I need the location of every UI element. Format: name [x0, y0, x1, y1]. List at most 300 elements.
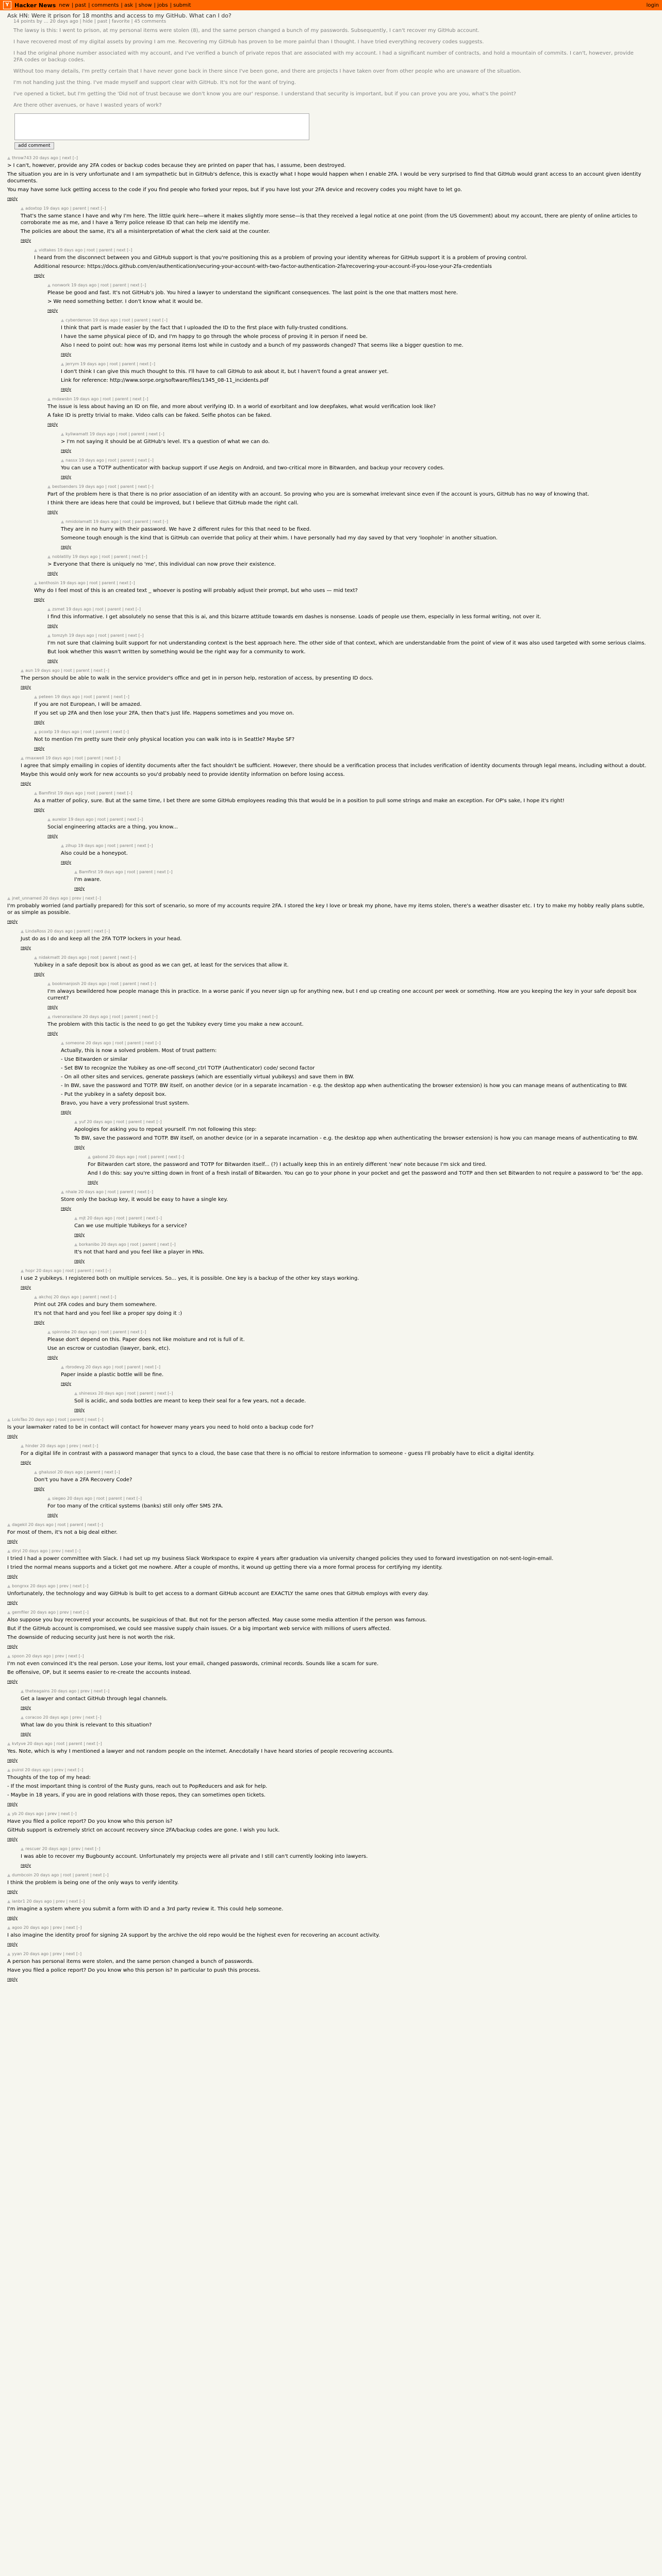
comment-paragraph: And I do this: say you're sitting down in front of a fresh install of Bitwarden. You can go to your phone in your pocket and get the password and TOTP and then set Bitwarden to not require a password to 'be' the app.	[88, 1171, 643, 1176]
comment-meta-text: noblatilly 19 days ago | root | parent | next [–]	[52, 554, 147, 559]
nav-past[interactable]: past	[75, 2, 87, 8]
comment-meta[interactable]	[34, 1294, 647, 1300]
comment-text	[7, 1617, 647, 1641]
comment-meta[interactable]	[21, 755, 647, 761]
upvote-icon[interactable]: ▲	[61, 458, 64, 463]
comment-paragraph: I also imagine the identity proof for signing 2A support by the archive the old repo would be the highest even for recovering an account activity.	[7, 1933, 380, 1938]
comment-meta[interactable]	[47, 606, 647, 613]
upvote-icon[interactable]: ▲	[47, 1330, 51, 1334]
comment	[34, 580, 647, 603]
reply-link[interactable]: reply	[47, 422, 58, 427]
comment-meta[interactable]	[7, 1583, 647, 1589]
reply-link[interactable]: reply	[7, 1916, 18, 1920]
upvote-icon[interactable]: ▲	[74, 1120, 78, 1124]
comment	[21, 1443, 647, 1466]
comment-paragraph: Why do I feel most of this is an created text _ whoever is posting will probably adjust their prompt, but who uses — mid text?	[34, 588, 358, 594]
comment-paragraph: I agree that simply emailing in copies of identity documents after the fact shouldn't be sufficient. However, there should be a verification process that includes verification of identity documents through legal means, including without a doubt.	[21, 763, 647, 769]
reply-link[interactable]: reply	[34, 1320, 45, 1325]
comment-text	[34, 701, 647, 717]
upvote-icon[interactable]: ▲	[47, 554, 51, 559]
upvote-icon[interactable]: ▲	[61, 1041, 64, 1045]
comment	[21, 1714, 647, 1737]
comment	[74, 1215, 647, 1238]
comment-paragraph: I think the problem is being one of the only ways to verify identity.	[7, 1880, 179, 1886]
comment-text	[34, 798, 647, 804]
comment-text	[7, 1818, 647, 1834]
upvote-icon[interactable]: ▲	[61, 519, 64, 524]
reply-link[interactable]: reply	[61, 1206, 72, 1211]
reply-link[interactable]: reply	[7, 1758, 18, 1762]
reply-link[interactable]: reply	[47, 571, 58, 575]
comment-paragraph: The person should be able to walk in the service provider's office and get in in person help, restoration of access, by presenting ID docs.	[21, 675, 374, 681]
reply-link[interactable]: reply	[88, 1180, 98, 1184]
reply-link[interactable]: reply	[21, 1285, 31, 1290]
reply-link[interactable]: reply	[34, 746, 45, 751]
comment-meta[interactable]	[7, 1767, 647, 1773]
comment-meta[interactable]	[47, 980, 647, 987]
upvote-icon[interactable]: ▲	[61, 318, 64, 323]
comment-meta[interactable]	[7, 1416, 647, 1423]
nav-new[interactable]: new	[59, 2, 70, 8]
comment-meta[interactable]	[7, 1898, 647, 1905]
reply-link[interactable]: reply	[47, 1513, 58, 1517]
comment-meta[interactable]	[34, 580, 647, 586]
reply-link[interactable]: reply	[21, 238, 31, 243]
add-comment-button[interactable]: add comment	[14, 142, 54, 149]
comment-paragraph: If you are not European, I will be amazed.	[34, 702, 142, 707]
comment-meta-text: Bamfirst 19 days ago | root | parent | next [–]	[39, 791, 133, 795]
comment-meta-text: yyan 20 days ago | prev | next [–]	[12, 1952, 82, 1956]
comment-paragraph: Have you filed a police report? Do you know who this person is?	[7, 1819, 173, 1824]
comment-meta[interactable]	[74, 869, 647, 875]
comment-thread	[0, 151, 662, 1982]
site-name[interactable]: Hacker News	[14, 2, 56, 9]
reply-link[interactable]: reply	[21, 1732, 31, 1736]
comment	[7, 1951, 647, 1982]
upvote-icon[interactable]: ▲	[74, 1391, 78, 1396]
comment-text	[34, 587, 647, 594]
upvote-icon[interactable]: ▲	[74, 870, 78, 874]
comment-text	[21, 936, 647, 942]
comment-paragraph: Get a lawyer and contact GitHub through legal channels.	[21, 1696, 168, 1702]
nav-show[interactable]: show	[138, 2, 152, 8]
comment-meta-text: yb 20 days ago | prev | next [–]	[12, 1811, 77, 1816]
reply-link[interactable]: reply	[34, 597, 45, 602]
reply-link[interactable]: reply	[34, 273, 45, 278]
comment-text	[7, 1906, 647, 1912]
comment-text	[47, 290, 647, 305]
upvote-icon[interactable]: ▲	[47, 817, 51, 822]
reply-link[interactable]: reply	[7, 1942, 18, 1946]
comment-meta[interactable]	[7, 895, 647, 902]
upvote-icon[interactable]: ▲	[7, 1522, 11, 1527]
comment-paragraph: Someone tough enough is the kind that is GitHub can override that policy at their whim. I have personally had my day saved by that very 'loophole' in another situation.	[61, 535, 498, 541]
comment-paragraph: I'm always bewildered how people manage this in practice. In a worse panic if you never sign up for anything new, but I end up creating one account per week or something. How are you keeping the key in your safe deposit box current?	[47, 989, 637, 1001]
reply-link[interactable]: reply	[7, 1679, 18, 1684]
comment-paragraph: As a matter of policy, sure. But at the same time, I bet there are some GitHub employees reading this that would be in a position to pull some strings and make an exception. For OP's sake, I hope it's right!	[34, 798, 565, 804]
comment	[61, 317, 647, 358]
comment	[61, 518, 647, 550]
comment-meta[interactable]	[34, 790, 647, 796]
comment	[7, 155, 647, 202]
reply-link[interactable]: reply	[21, 685, 31, 689]
upvote-icon[interactable]: ▲	[88, 1155, 91, 1159]
comment-text	[74, 876, 647, 883]
comment-meta-text: hinder 20 days ago | prev | next [–]	[25, 1444, 98, 1448]
story-paragraph: The lawsy is this: I went to prison, at my personal items were stolen (8), and the same person changed a bunch of my passwords. Subsequently, I can't recover my GitHub account.	[13, 28, 479, 33]
comment-meta[interactable]	[7, 1951, 647, 1957]
comment-meta-text: bookmanjosh 20 days ago | root | parent | next [–]	[52, 981, 156, 986]
reply-link[interactable]: reply	[34, 1486, 45, 1491]
story	[0, 10, 662, 151]
comment-textarea[interactable]	[14, 113, 309, 140]
comment-meta[interactable]	[74, 1241, 647, 1248]
comment-paragraph: > Everyone that there is uniquely no 'me', this individual can now prove their existence.	[47, 562, 276, 567]
nav-comments[interactable]: comments	[91, 2, 119, 8]
upvote-icon[interactable]: ▲	[7, 1873, 11, 1877]
upvote-icon[interactable]: ▲	[47, 397, 51, 401]
comment-meta-text: dumbcoin 20 days ago | root | parent | next [–]	[12, 1873, 109, 1877]
comment-paragraph: The policies are about the same, it's all a misinterpretation of what the clerk said at the counter.	[21, 229, 270, 234]
comment-meta-text: kenthosin 19 days ago | root | parent | next [–]	[39, 581, 135, 585]
comment-text	[47, 824, 647, 831]
upvote-icon[interactable]: ▲	[7, 1584, 11, 1588]
reply-link[interactable]: reply	[47, 834, 58, 838]
upvote-icon[interactable]: ▲	[7, 896, 11, 901]
upvote-icon[interactable]: ▲	[7, 1899, 11, 1904]
comment-meta[interactable]	[34, 954, 647, 961]
comment	[7, 1872, 647, 1895]
comment-paragraph: I use 2 yubikeys. I registered both on multiple services. So... yes, it is possible. One key is a backup of the other key stays working.	[21, 1276, 359, 1281]
comment	[61, 1364, 647, 1387]
comment-meta[interactable]	[47, 396, 647, 402]
upvote-icon[interactable]: ▲	[34, 1295, 38, 1299]
comment-meta-text: adoxtop 19 days ago | parent | next [–]	[25, 206, 106, 211]
comment-paragraph: You can use a TOTP authenticator with backup support if use Aegis on Android, and two-critical more in Bitwarden, and backup your recovery codes.	[61, 465, 445, 471]
comment-meta[interactable]	[47, 1329, 647, 1335]
upvote-icon[interactable]: ▲	[47, 1014, 51, 1019]
comment-text	[7, 1555, 647, 1571]
comment-text	[21, 762, 647, 778]
upvote-icon[interactable]: ▲	[61, 1190, 64, 1194]
reply-link[interactable]: reply	[7, 1539, 18, 1544]
comment-paragraph: I'm aware.	[74, 877, 102, 883]
comment-meta-text: rbrodevg 20 days ago | root | parent | next [–]	[65, 1365, 161, 1369]
comment	[34, 1469, 647, 1492]
upvote-icon[interactable]: ▲	[61, 432, 64, 436]
upvote-icon[interactable]: ▲	[7, 1768, 11, 1772]
upvote-icon[interactable]: ▲	[47, 283, 51, 287]
reply-link[interactable]: reply	[21, 781, 31, 786]
comment-text	[47, 988, 647, 1002]
upvote-icon[interactable]: ▲	[7, 1549, 11, 1553]
upvote-icon[interactable]: ▲	[21, 1444, 24, 1448]
comment-meta[interactable]	[74, 1118, 647, 1125]
comment-meta[interactable]	[7, 1653, 647, 1659]
comment-meta[interactable]	[7, 1609, 647, 1616]
reply-link[interactable]: reply	[7, 1574, 18, 1579]
upvote-icon[interactable]: ▲	[7, 1811, 11, 1816]
login-link[interactable]: login	[646, 2, 659, 8]
upvote-icon[interactable]: ▲	[34, 730, 38, 734]
nav-submit[interactable]: submit	[173, 2, 191, 8]
upvote-icon[interactable]: ▲	[21, 1846, 24, 1851]
reply-link[interactable]: reply	[61, 860, 72, 865]
comment	[47, 483, 647, 515]
story-paragraph: I had the original phone number associated with my account, and I've verified a bunch of private repos that are associated with my account. I had a significant number of contracts, and hold a mountain of commits. I can't, however, provide 2FA codes or backup codes.	[13, 50, 634, 63]
reply-link[interactable]: reply	[34, 972, 45, 976]
comment-meta[interactable]	[61, 518, 647, 525]
upvote-icon[interactable]: ▲	[47, 484, 51, 489]
comment-meta[interactable]	[21, 1845, 647, 1852]
comment-paragraph: Part of the problem here is that there is no prior association of an identity with an account. So proving who you are is somewhat irrelevant since even if the account is yours, GitHub has no way of knowing that.	[47, 492, 589, 497]
upvote-icon[interactable]: ▲	[34, 791, 38, 795]
reply-link[interactable]: reply	[7, 919, 18, 924]
comment-meta[interactable]	[61, 317, 647, 324]
comment-paragraph: - If the most important thing is control of the Rusty guns, reach out to PopReducers and ask for help.	[7, 1784, 268, 1789]
upvote-icon[interactable]: ▲	[21, 206, 24, 211]
upvote-icon[interactable]: ▲	[47, 633, 51, 638]
reply-link[interactable]: reply	[61, 1110, 72, 1114]
comment-paragraph: Please be good and fast. It's not GitHub's job. You hired a lawyer to understand the significant consequences. The last point is the one that matters most here.	[47, 290, 458, 296]
comment-meta[interactable]	[61, 842, 647, 849]
upvote-icon[interactable]: ▲	[7, 1417, 11, 1422]
comment-paragraph: The problem with this tactic is the need to go get the Yubikey every time you make a new account.	[47, 1022, 304, 1027]
reply-link[interactable]: reply	[47, 510, 58, 514]
upvote-icon[interactable]: ▲	[21, 1689, 24, 1693]
comment	[34, 247, 647, 279]
comment-meta-text: shinesxs 20 days ago | root | parent | next [–]	[79, 1391, 173, 1396]
upvote-icon[interactable]: ▲	[47, 1496, 51, 1501]
comment-meta-text: pcoxtp 19 days ago | root | parent | next [–]	[39, 730, 129, 734]
comment-text	[47, 1503, 647, 1510]
reply-link[interactable]: reply	[7, 1600, 18, 1605]
upvote-icon[interactable]: ▲	[61, 362, 64, 366]
comment-paragraph: I have the same physical piece of ID, and I'm happy to go through the whole process of proving it in person if need be.	[61, 334, 368, 340]
comment	[61, 1189, 647, 1212]
reply-link[interactable]: reply	[7, 196, 18, 201]
reply-link[interactable]: reply	[47, 308, 58, 313]
comment-meta[interactable]	[7, 1924, 647, 1931]
comment-meta-text: rmaxwell 19 days ago | root | parent | next [–]	[25, 756, 121, 760]
comment	[34, 954, 647, 977]
comment-meta[interactable]	[21, 1688, 647, 1694]
story-title[interactable]: Ask HN: Were it prison for 18 months and access to my GitHub. What can I do?	[7, 12, 231, 19]
upvote-icon[interactable]: ▲	[47, 607, 51, 612]
upvote-icon[interactable]: ▲	[21, 756, 24, 760]
comment-meta[interactable]	[34, 1469, 647, 1476]
comment-text	[7, 1424, 647, 1431]
reply-link[interactable]: reply	[47, 623, 58, 628]
comment-meta[interactable]	[21, 1267, 647, 1274]
comment-text	[74, 1223, 647, 1229]
comment	[61, 431, 647, 454]
reply-link[interactable]: reply	[74, 1145, 85, 1149]
upvote-icon[interactable]: ▲	[34, 248, 38, 252]
comment-text	[7, 1932, 647, 1939]
upvote-icon[interactable]: ▲	[7, 1925, 11, 1930]
comment-meta-text: vidtakes 19 days ago | root | parent | next [–]	[39, 248, 133, 252]
comment-paragraph: Don't you have a 2FA Recovery Code?	[34, 1477, 133, 1483]
reply-link[interactable]: reply	[7, 1434, 18, 1438]
upvote-icon[interactable]: ▲	[74, 1242, 78, 1247]
main-nav: new | past | comments | ask | show | jobs | submit	[59, 2, 191, 8]
comment-meta-text: Bamfirst 19 days ago | root | parent | next [–]	[79, 870, 173, 874]
comment	[74, 1241, 647, 1264]
comment-paragraph: If you set up 2FA and then lose your 2FA, then that's just life. Happens sometimes and you move on.	[34, 710, 294, 716]
comment-meta-text: spinrobe 20 days ago | root | parent | next [–]	[52, 1330, 146, 1334]
comment-meta[interactable]	[7, 1548, 647, 1554]
comment-text	[7, 162, 647, 193]
comment-meta-text: spoon 20 days ago | prev | next [–]	[12, 1654, 84, 1658]
comment-paragraph: - On all other sites and services, generate passkeys (which are essentially virtual yubikeys) and save them in BW.	[61, 1074, 355, 1080]
comment-meta-text: jerrym 19 days ago | root | parent | next [–]	[65, 362, 155, 366]
comment-meta[interactable]	[61, 457, 647, 464]
upvote-icon[interactable]: ▲	[21, 929, 24, 934]
comment-meta[interactable]	[47, 1013, 647, 1020]
comment-meta[interactable]	[21, 205, 647, 212]
comment-meta[interactable]	[7, 1810, 647, 1817]
comment-paragraph: Can we use multiple Yubikeys for a service?	[74, 1223, 187, 1229]
reply-link[interactable]: reply	[21, 1863, 31, 1868]
comment-meta-text: LoloTao 20 days ago | root | parent | next [–]	[12, 1417, 104, 1422]
comment-meta[interactable]	[47, 553, 647, 560]
comment-meta[interactable]	[61, 361, 647, 367]
comment-text	[21, 1722, 647, 1728]
reply-link[interactable]: reply	[34, 807, 45, 812]
reply-link[interactable]: reply	[7, 1802, 18, 1806]
comment-meta-text: coracoo 20 days ago | prev | next [–]	[25, 1715, 102, 1720]
comment-paragraph: I think that part is made easier by the fact that I uploaded the ID to the first place with fully-trusted conditions.	[61, 325, 348, 331]
upvote-icon[interactable]: ▲	[34, 1470, 38, 1475]
comment-meta-text: mdawsbn 19 days ago | root | parent | next [–]	[52, 397, 148, 401]
upvote-icon[interactable]: ▲	[7, 1952, 11, 1956]
upvote-icon[interactable]: ▲	[34, 955, 38, 960]
comment-meta[interactable]	[21, 667, 647, 674]
upvote-icon[interactable]: ▲	[7, 1654, 11, 1658]
reply-link[interactable]: reply	[74, 1232, 85, 1237]
comment-meta-text: ianbr1 20 days ago | prev | next [–]	[12, 1899, 85, 1904]
comment-paragraph: Yubikey in a safe deposit box is about as good as we can get, at least for the services that allow it.	[34, 962, 289, 968]
comment-meta-text: puirol 20 days ago | prev | next [–]	[12, 1768, 84, 1772]
reply-link[interactable]: reply	[61, 1381, 72, 1386]
comment-paragraph: I'm not even convinced it's the real person. Lose your items, lost your email, changed passwords, criminal records. Sounds like a scam for sure.	[7, 1661, 379, 1667]
comment-meta[interactable]	[88, 1154, 647, 1160]
comment-text	[61, 325, 647, 349]
site-logo-icon[interactable]: Y	[3, 1, 11, 9]
reply-link[interactable]: reply	[47, 1005, 58, 1009]
reply-link[interactable]: reply	[21, 945, 31, 950]
reply-link[interactable]: reply	[47, 658, 58, 663]
reply-link[interactable]: reply	[47, 1031, 58, 1036]
comment-meta[interactable]	[7, 155, 647, 161]
nav-ask[interactable]: ask	[124, 2, 134, 8]
reply-link[interactable]: reply	[7, 1644, 18, 1649]
nav-jobs[interactable]: jobs	[157, 2, 168, 8]
comment-meta[interactable]	[7, 1872, 647, 1878]
comment-meta[interactable]	[47, 816, 647, 823]
comment	[7, 1521, 647, 1545]
comment-meta[interactable]	[61, 431, 647, 437]
comment-text	[47, 561, 647, 568]
reply-link[interactable]: reply	[61, 448, 72, 453]
reply-link[interactable]: reply	[74, 1259, 85, 1263]
comment-meta[interactable]	[34, 247, 647, 253]
comment-meta-text: kvtyve 20 days ago | root | parent | next [–]	[12, 1741, 102, 1746]
comment-meta[interactable]	[21, 1714, 647, 1721]
comment-text	[7, 903, 647, 916]
reply-box	[7, 113, 655, 149]
comment-text	[21, 1696, 647, 1702]
reply-link[interactable]: reply	[61, 352, 72, 357]
comment-meta[interactable]	[7, 1740, 647, 1747]
upvote-icon[interactable]: ▲	[21, 1715, 24, 1720]
comment-meta[interactable]	[47, 632, 647, 639]
comment-text	[61, 1371, 647, 1378]
comment-meta-text: rescuer 20 days ago | prev | next [–]	[25, 1846, 101, 1851]
comment-meta[interactable]	[7, 1521, 647, 1528]
upvote-icon[interactable]: ▲	[74, 1216, 78, 1221]
comment-meta[interactable]	[74, 1215, 647, 1222]
comment-meta[interactable]	[61, 1189, 647, 1195]
comment-meta[interactable]	[47, 1495, 647, 1502]
upvote-icon[interactable]: ▲	[34, 694, 38, 699]
comment-meta[interactable]	[34, 728, 647, 735]
comment	[7, 895, 647, 925]
reply-link[interactable]: reply	[34, 720, 45, 724]
upvote-icon[interactable]: ▲	[47, 981, 51, 986]
comment-meta[interactable]	[74, 1390, 647, 1397]
reply-link[interactable]: reply	[7, 1977, 18, 1981]
upvote-icon[interactable]: ▲	[61, 1365, 64, 1369]
comment-meta[interactable]	[21, 1443, 647, 1449]
upvote-icon[interactable]: ▲	[7, 1610, 11, 1615]
reply-link[interactable]: reply	[7, 1889, 18, 1894]
comment-meta-text: nassx 19 days ago | root | parent | next [–]	[65, 458, 154, 463]
comment-meta[interactable]	[47, 483, 647, 490]
comment-text	[74, 1126, 647, 1142]
comment-meta[interactable]	[61, 1364, 647, 1370]
comment-paragraph: Be offensive, OP, but it seems easier to re-create the accounts instead.	[7, 1670, 192, 1675]
reply-link[interactable]: reply	[21, 1460, 31, 1465]
reply-link[interactable]: reply	[74, 886, 85, 891]
upvote-icon[interactable]: ▲	[61, 843, 64, 848]
comment-paragraph: - Maybe in 18 years, if you are in good relations with those repos, they can sometimes open tickets.	[7, 1792, 266, 1798]
story-paragraph: I've opened a ticket, but I'm getting the 'Did not of trust because we don't know you are our' response. I understand that security is important, but if you can prove you are you, what's the point?	[13, 91, 517, 97]
upvote-icon[interactable]: ▲	[34, 581, 38, 585]
reply-link[interactable]: reply	[74, 1408, 85, 1412]
upvote-icon[interactable]: ▲	[21, 1268, 24, 1273]
reply-link[interactable]: reply	[61, 387, 72, 392]
comment-paragraph: - In BW, save the password and TOTP. BW itself, on another device (or in a separate incarnation - e.g. the desktop app when authenticating the browser extension) is how you can manage means of authenticating to BW.	[61, 1083, 628, 1089]
comment-meta[interactable]	[47, 282, 647, 289]
comment-paragraph: Bravo, you have a very professional trust system.	[61, 1100, 190, 1106]
upvote-icon[interactable]: ▲	[7, 1741, 11, 1746]
comment-meta[interactable]	[61, 1040, 647, 1046]
comment-text	[74, 1249, 647, 1256]
comment-meta[interactable]	[34, 693, 647, 700]
upvote-icon[interactable]: ▲	[7, 156, 11, 160]
reply-link[interactable]: reply	[21, 1705, 31, 1710]
reply-link[interactable]: reply	[7, 1837, 18, 1841]
comment-meta[interactable]	[21, 928, 647, 935]
upvote-icon[interactable]: ▲	[21, 668, 24, 673]
comment-paragraph: I heard from the disconnect between you and GitHub support is that you're positioning this as a problem of proving your identity whereas for GitHub support it is a problem of proving control.	[34, 255, 527, 261]
reply-link[interactable]: reply	[61, 545, 72, 549]
reply-link[interactable]: reply	[47, 1355, 58, 1360]
comment-meta-text: dagekil 20 days ago | root | parent | next [–]	[12, 1522, 103, 1527]
reply-link[interactable]: reply	[61, 474, 72, 479]
